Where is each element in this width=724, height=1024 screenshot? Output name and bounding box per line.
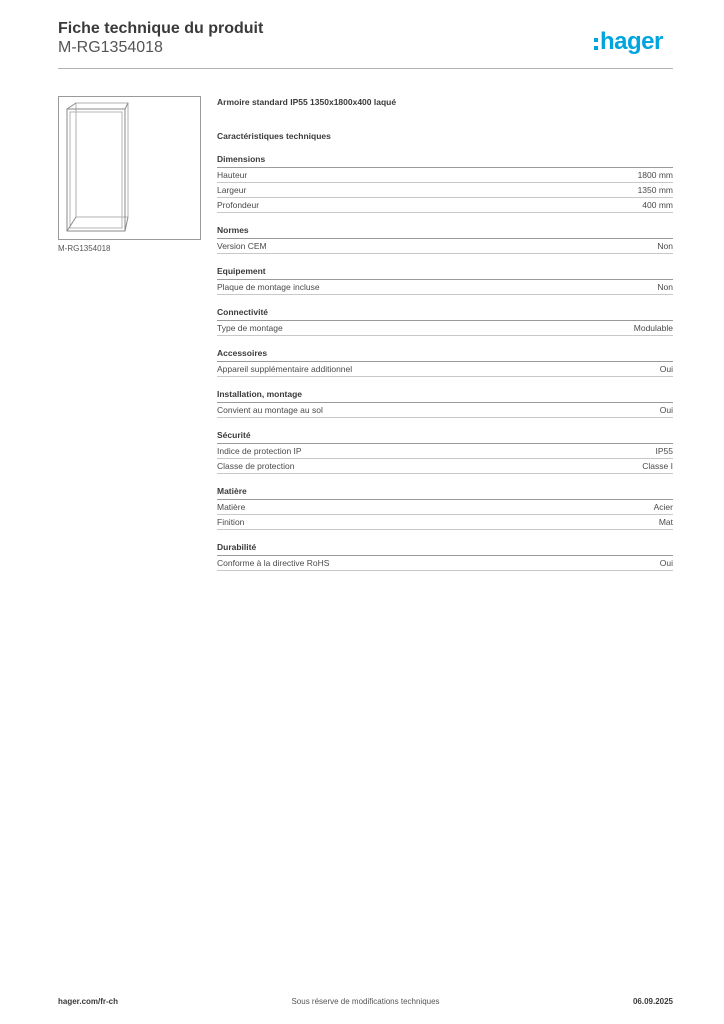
spec-label: Finition <box>217 517 245 527</box>
spec-value: Oui <box>659 558 673 568</box>
product-reference: M-RG1354018 <box>58 39 163 56</box>
spec-label: Profondeur <box>217 200 260 210</box>
spec-label: Type de montage <box>217 323 283 333</box>
section-title: Matière <box>217 485 673 500</box>
cabinet-frame-icon <box>59 97 202 241</box>
spec-label: Convient au montage au sol <box>217 405 323 415</box>
page-title: Fiche technique du produit <box>58 20 264 37</box>
section-title: Normes <box>217 224 673 239</box>
spec-section <box>217 347 673 377</box>
spec-row <box>217 362 673 377</box>
spec-row <box>217 444 673 459</box>
section-title: Accessoires <box>217 347 673 362</box>
product-title: Armoire standard IP55 1350x1800x400 laqué <box>217 97 397 107</box>
spec-value: Oui <box>659 364 673 374</box>
spec-content <box>217 96 673 571</box>
footer-disclaimer: Sous réserve de modifications techniques <box>291 997 440 1006</box>
spec-label: Hauteur <box>217 170 248 180</box>
spec-row <box>217 280 673 295</box>
spec-label: Classe de protection <box>217 461 295 471</box>
spec-value: Acier <box>653 502 673 512</box>
spec-value: 400 mm <box>642 200 673 210</box>
spec-row <box>217 515 673 530</box>
spec-label: Appareil supplémentaire additionnel <box>217 364 353 374</box>
spec-value: Classe I <box>642 461 673 471</box>
section-title: Durabilité <box>217 541 673 556</box>
spec-label: Conforme à la directive RoHS <box>217 558 330 568</box>
logo-dots-icon <box>594 38 598 50</box>
section-title: Equipement <box>217 265 673 280</box>
section-title: Sécurité <box>217 429 673 444</box>
spec-label: Indice de protection IP <box>217 446 302 456</box>
spec-section <box>217 485 673 530</box>
spec-label: Plaque de montage incluse <box>217 282 320 292</box>
spec-section <box>217 388 673 418</box>
spec-row <box>217 403 673 418</box>
footer-website-link[interactable]: hager.com/fr-ch <box>58 997 119 1006</box>
spec-row <box>217 198 673 213</box>
spec-section <box>217 153 673 213</box>
section-title: Dimensions <box>217 153 673 168</box>
spec-value: Mat <box>658 517 673 527</box>
spec-sections <box>217 153 673 571</box>
section-title: Installation, montage <box>217 388 673 403</box>
spec-row <box>217 500 673 515</box>
spec-value: 1350 mm <box>637 185 673 195</box>
spec-value: Non <box>657 241 673 251</box>
spec-row <box>217 459 673 474</box>
footer-date: 06.09.2025 <box>632 997 673 1006</box>
spec-label: Largeur <box>217 185 247 195</box>
spec-value: Non <box>657 282 673 292</box>
image-caption: M-RG1354018 <box>58 244 111 253</box>
spec-row <box>217 239 673 254</box>
spec-section <box>217 224 673 254</box>
spec-row <box>217 183 673 198</box>
spec-row <box>217 321 673 336</box>
logo-text: hager <box>600 28 663 55</box>
spec-value: Modulable <box>633 323 673 333</box>
spec-section <box>217 429 673 474</box>
spec-section <box>217 306 673 336</box>
spec-value: Oui <box>659 405 673 415</box>
spec-section <box>217 541 673 571</box>
spec-label: Version CEM <box>217 241 267 251</box>
product-image <box>58 96 201 240</box>
header-divider <box>58 68 673 69</box>
hager-logo <box>594 28 663 56</box>
characteristics-title: Caractéristiques techniques <box>217 131 331 141</box>
spec-value: IP55 <box>655 446 673 456</box>
spec-value: 1800 mm <box>637 170 673 180</box>
spec-row <box>217 556 673 571</box>
spec-row <box>217 168 673 183</box>
section-title: Connectivité <box>217 306 673 321</box>
spec-label: Matière <box>217 502 246 512</box>
spec-section <box>217 265 673 295</box>
